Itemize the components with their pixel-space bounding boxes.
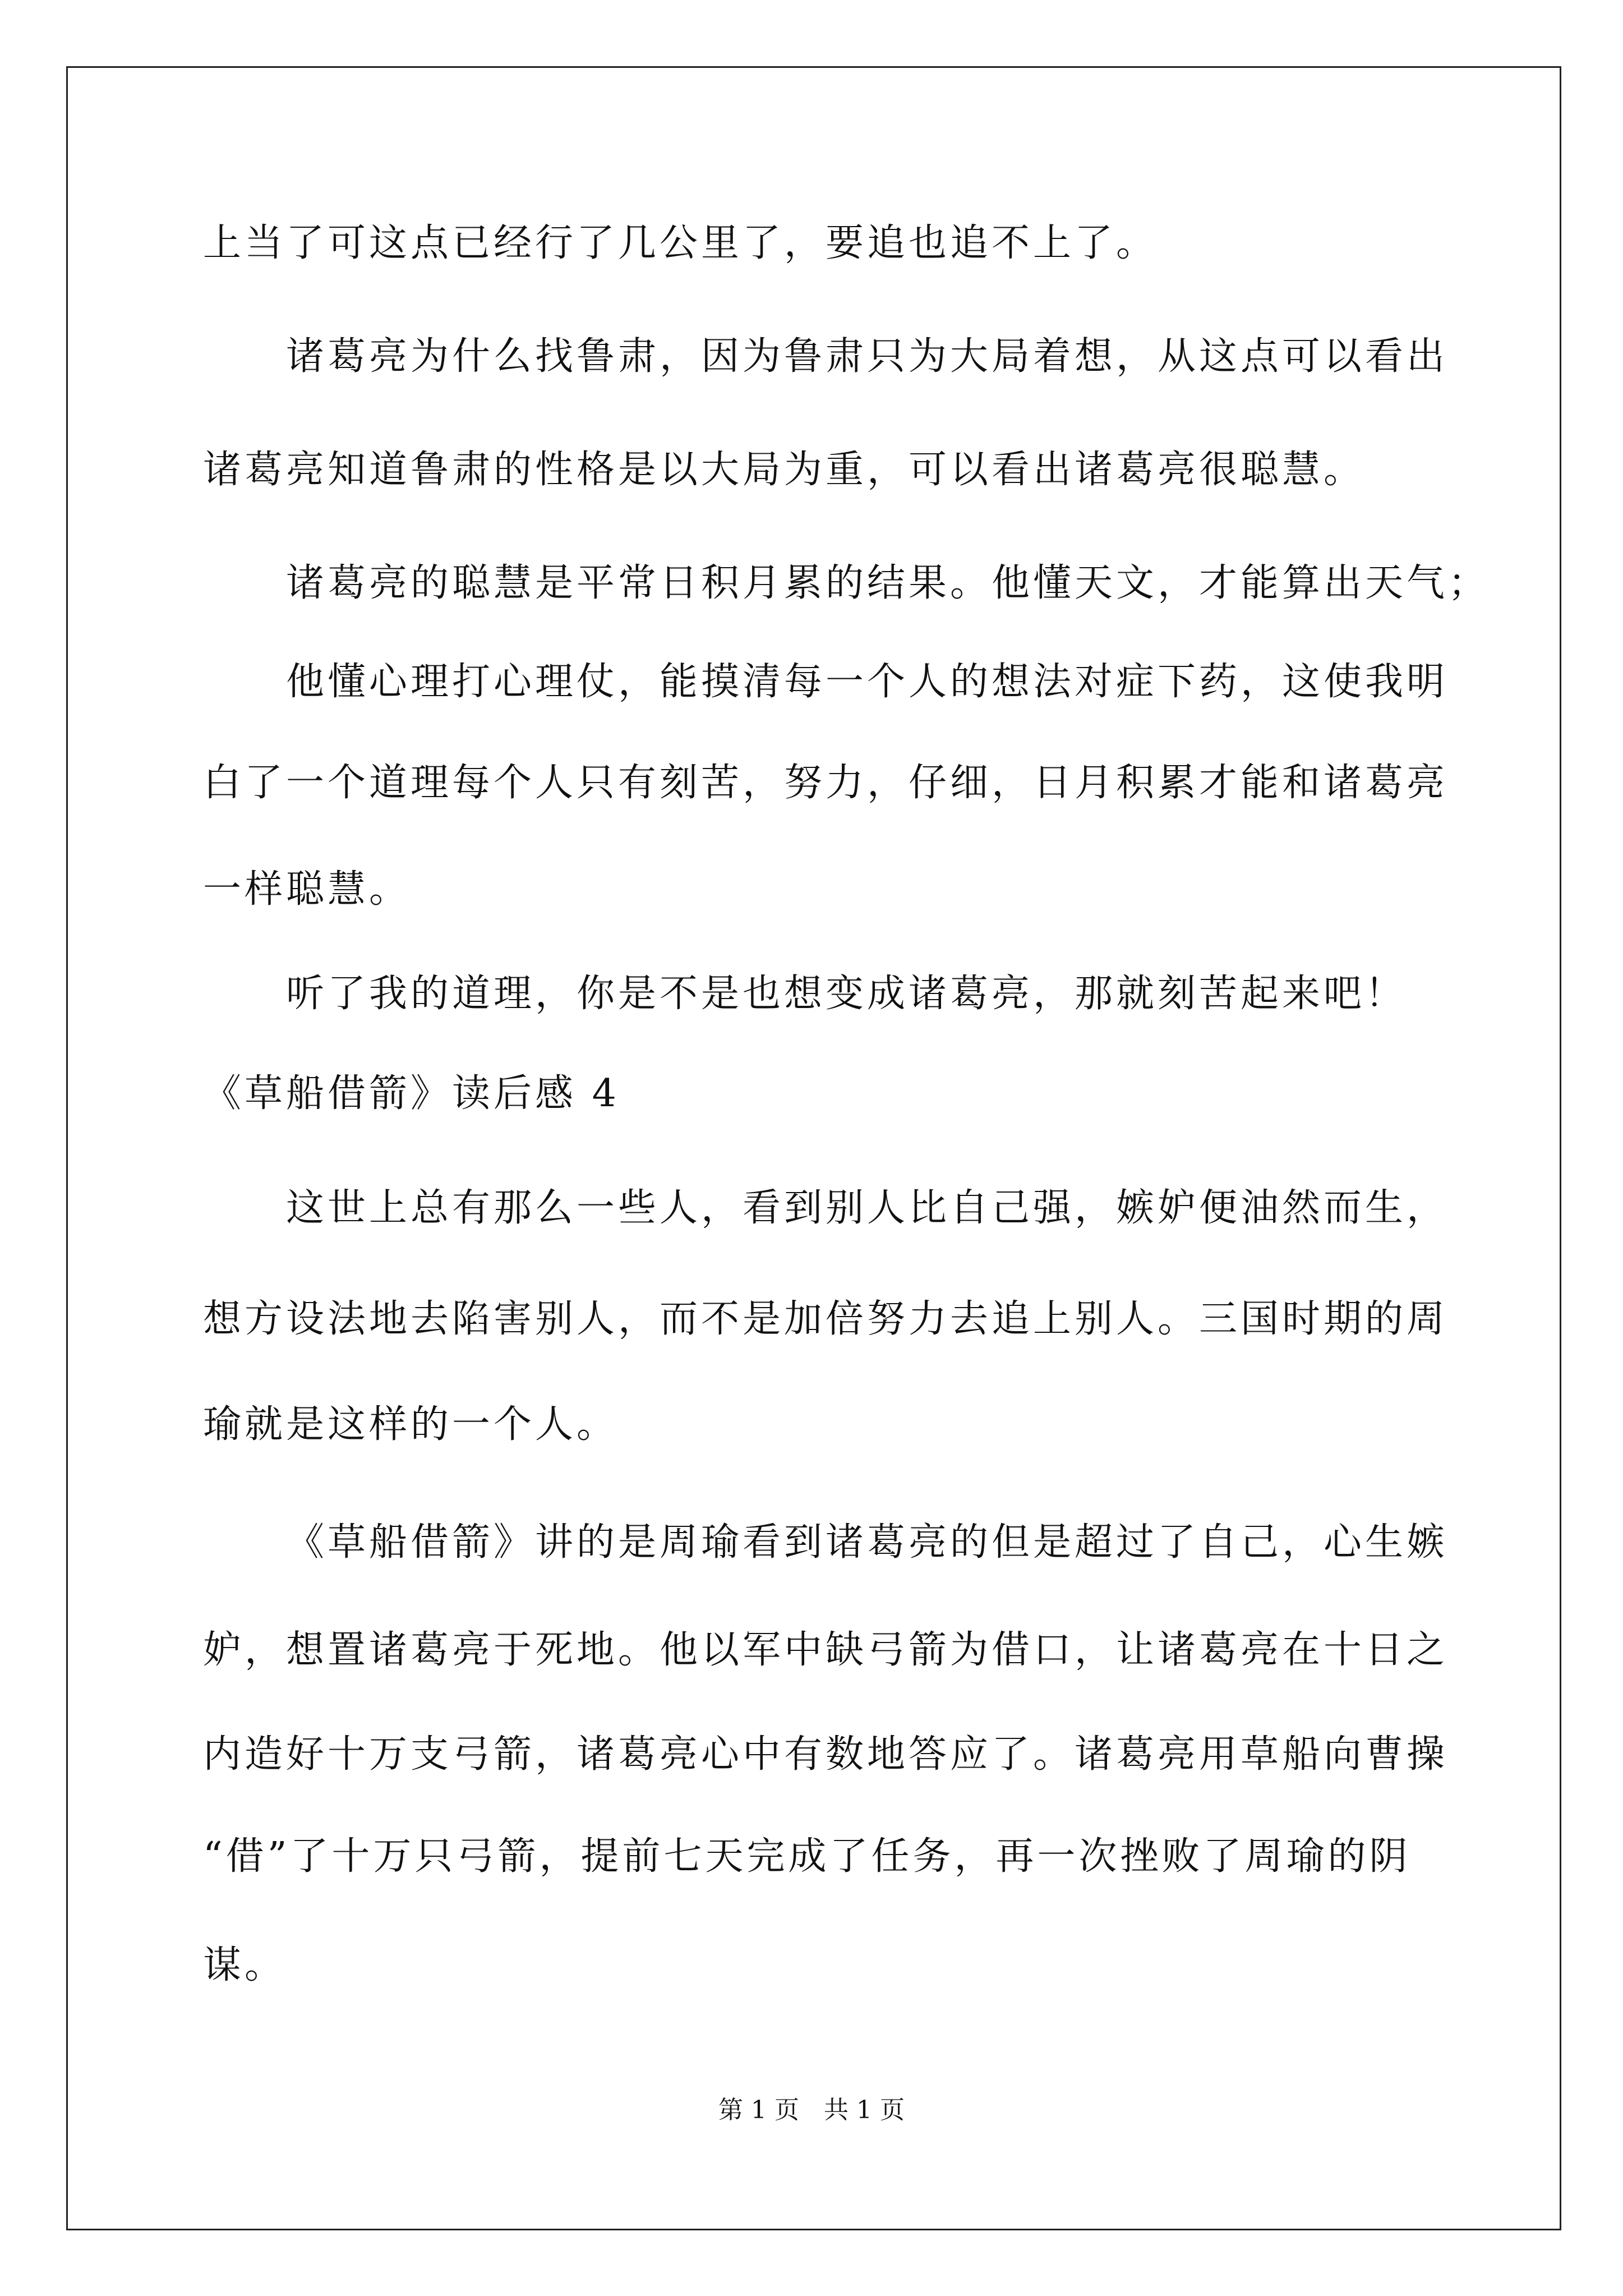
text-line: 白了一个道理每个人只有刻苦，努力，仔细，日月积累才能和诸葛亮 xyxy=(203,761,1449,805)
text-line: 《草船借箭》讲的是周瑜看到诸葛亮的但是超过了自己，心生嫉 xyxy=(286,1520,1449,1565)
text-line: 上当了可这点已经行了几公里了，要追也追不上了。 xyxy=(203,221,1158,265)
text-line: 内造好十万支弓箭，诸葛亮心中有数地答应了。诸葛亮用草船向曹操 xyxy=(203,1732,1449,1777)
page-total: 共 1 页 xyxy=(824,2096,905,2124)
page-number: 第 1 页 xyxy=(718,2096,799,2124)
text-line: 听了我的道理，你是不是也想变成诸葛亮，那就刻苦起来吧！ xyxy=(286,972,1407,1016)
text-line: 谋。 xyxy=(203,1943,287,1987)
text-line: 他懂心理打心理仗，能摸清每一个人的想法对症下药，这使我明 xyxy=(286,660,1449,704)
text-line: 一样聪慧。 xyxy=(203,867,411,912)
section-heading: 《草船借箭》读后感 4 xyxy=(203,1071,620,1116)
page-footer xyxy=(0,2098,1623,2123)
text-line: 瑜就是这样的一个人。 xyxy=(203,1402,619,1447)
text-line: “借”了十万只弓箭，提前七天完成了任务，再一次挫败了周瑜的阴 xyxy=(203,1834,1411,1879)
text-line: 诸葛亮为什么找鲁肃，因为鲁肃只为大局着想，从这点可以看出 xyxy=(286,334,1449,379)
text-line: 妒，想置诸葛亮于死地。他以军中缺弓箭为借口，让诸葛亮在十日之 xyxy=(203,1628,1449,1672)
text-line: 诸葛亮知道鲁肃的性格是以大局为重，可以看出诸葛亮很聪慧。 xyxy=(203,448,1366,492)
page-frame xyxy=(66,66,1561,2230)
text-line: 这世上总有那么一些人，看到别人比自己强，嫉妒便油然而生， xyxy=(286,1186,1449,1230)
text-line: 诸葛亮的聪慧是平常日积月累的结果。他懂天文，才能算出天气； xyxy=(286,561,1490,605)
text-line: 想方设法地去陷害别人，而不是加倍努力去追上别人。三国时期的周 xyxy=(203,1297,1449,1341)
